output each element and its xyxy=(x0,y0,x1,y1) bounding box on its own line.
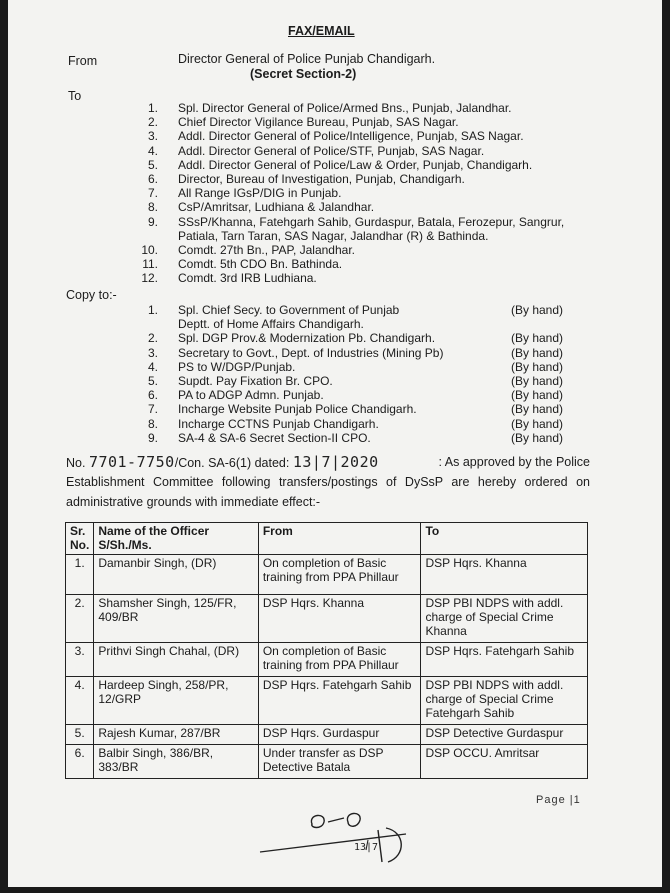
table-row xyxy=(66,725,588,745)
list-item: 2. Spl. DGP Prov.& Modernization Pb. Chandigarh. (By hand) xyxy=(147,331,564,346)
cell-from: DSP Hqrs. Gurdaspur xyxy=(258,725,421,745)
table-header-row xyxy=(66,523,588,555)
header-name: Name of the Officer S/Sh./Ms. xyxy=(94,523,259,555)
to-label: To xyxy=(68,89,82,103)
table-row xyxy=(66,643,588,677)
list-item: Deptt. of Home Affairs Chandigarh. xyxy=(178,317,364,332)
list-item: 8. CsP/Amritsar, Ludhiana & Jalandhar. xyxy=(147,200,375,215)
order-line-2: Establishment Committee following transfers/postings of DySsP are hereby ordered on xyxy=(66,475,590,489)
cell-to: DSP Hqrs. Khanna xyxy=(421,555,588,595)
handwritten-date: 13|7|2020 xyxy=(292,453,379,471)
cell-name: Damanbir Singh, (DR) xyxy=(94,555,259,595)
list-item: 1. Spl. Director General of Police/Armed Bns., Punjab, Jalandhar. xyxy=(147,101,512,115)
list-item: 7. Incharge Website Punjab Police Chandigarh. (By hand) xyxy=(147,402,564,417)
cell-name: Balbir Singh, 386/BR, 383/BR xyxy=(94,745,259,779)
signature-date: 13|7 xyxy=(354,842,379,853)
table-row xyxy=(66,677,588,725)
transfer-table xyxy=(65,522,588,779)
header-to: To xyxy=(421,523,588,555)
cell-sr: 4. xyxy=(66,677,94,725)
cell-from: DSP Hqrs. Khanna xyxy=(258,595,421,643)
table-row xyxy=(66,745,588,779)
cell-from: On completion of Basic training from PPA Phillaur xyxy=(258,555,421,595)
cell-sr: 2. xyxy=(66,595,94,643)
list-item: 10. Comdt. 27th Bn., PAP, Jalandhar. xyxy=(141,242,355,257)
fax-title: FAX/EMAIL xyxy=(288,24,355,38)
order-no-prefix: No. xyxy=(66,456,86,470)
list-item: 7. All Range IGsP/DIG in Punjab. xyxy=(147,186,342,201)
cell-sr: 5. xyxy=(66,725,94,745)
list-item: 11. Comdt. 5th CDO Bn. Bathinda. xyxy=(142,257,343,272)
table-row xyxy=(66,555,588,595)
cell-sr: 1. xyxy=(66,555,94,595)
list-item: 4. Addl. Director General of Police/STF, Punjab, SAS Nagar. xyxy=(147,143,485,158)
cell-sr: 3. xyxy=(66,643,94,677)
handwritten-signature xyxy=(256,800,416,870)
list-item: 8. Incharge CCTNS Punjab Chandigarh. (By hand) xyxy=(147,416,564,431)
from-label: From xyxy=(68,54,98,68)
cell-to: DSP OCCU. Amritsar xyxy=(421,745,588,779)
list-item: 9. SSsP/Khanna, Fatehgarh Sahib, Gurdaspur, Batala, Ferozepur, Sangrur, xyxy=(147,214,565,229)
cell-sr: 6. xyxy=(66,745,94,779)
cell-name: Rajesh Kumar, 287/BR xyxy=(94,725,259,745)
order-number-line xyxy=(66,452,590,472)
recipient-list xyxy=(8,101,662,285)
list-item: 1. Spl. Chief Secy. to Government of Punjab (By hand) xyxy=(147,303,564,317)
cell-from: On completion of Basic training from PPA Phillaur xyxy=(258,643,421,677)
document-page xyxy=(8,0,662,887)
copy-to-label: Copy to:- xyxy=(66,288,117,302)
header-from: From xyxy=(258,523,421,555)
list-item: 6. PA to ADGP Admn. Punjab. (By hand) xyxy=(147,388,564,403)
cell-from: Under transfer as DSP Detective Batala xyxy=(258,745,421,779)
section-label: (Secret Section-2) xyxy=(250,67,357,81)
table-row xyxy=(66,595,588,643)
order-paragraph xyxy=(66,452,590,512)
list-item: 12. Comdt. 3rd IRB Ludhiana. xyxy=(141,271,317,286)
copy-list xyxy=(8,303,662,445)
order-line1-tail: : As approved by the Police xyxy=(438,455,590,469)
handwritten-order-number: 7701-7750 xyxy=(88,453,175,471)
list-item: 2. Chief Director Vigilance Bureau, Punjab, SAS Nagar. xyxy=(147,115,459,130)
order-line-3: administrative grounds with immediate effect:- xyxy=(66,495,321,509)
cell-to: DSP PBI NDPS with addl. charge of Special Crime Khanna xyxy=(421,595,588,643)
list-item: 5. Addl. Director General of Police/Law & Order, Punjab, Chandigarh. xyxy=(147,157,533,172)
list-item: 3. Secretary to Govt., Dept. of Industries (Mining Pb) (By hand) xyxy=(147,345,564,360)
list-item: 3. Addl. Director General of Police/Intelligence, Punjab, SAS Nagar. xyxy=(147,129,524,144)
cell-to: DSP Hqrs. Fatehgarh Sahib xyxy=(421,643,588,677)
from-value: Director General of Police Punjab Chandigarh. xyxy=(178,52,436,66)
list-item: 5. Supdt. Pay Fixation Br. CPO. (By hand) xyxy=(147,373,564,388)
cell-from: DSP Hqrs. Fatehgarh Sahib xyxy=(258,677,421,725)
cell-name: Shamsher Singh, 125/FR, 409/BR xyxy=(94,595,259,643)
list-item: Patiala, Tarn Taran, SAS Nagar, Jalandhar (R) & Bathinda. xyxy=(178,228,489,243)
cell-name: Prithvi Singh Chahal, (DR) xyxy=(94,643,259,677)
list-item: 6. Director, Bureau of Investigation, Punjab, Chandigarh. xyxy=(147,171,465,186)
list-item: 9. SA-4 & SA-6 Secret Section-II CPO. (By hand) xyxy=(147,430,564,445)
cell-to: DSP PBI NDPS with addl. charge of Special Crime Fatehgarh Sahib xyxy=(421,677,588,725)
order-con-text: /Con. SA-6(1) dated: xyxy=(174,456,290,470)
cell-to: DSP Detective Gurdaspur xyxy=(421,725,588,745)
page-number: Page |1 xyxy=(536,794,581,806)
cell-name: Hardeep Singh, 258/PR, 12/GRP xyxy=(94,677,259,725)
list-item: 4. PS to W/DGP/Punjab. (By hand) xyxy=(147,359,564,374)
header-sr: Sr. No. xyxy=(66,523,94,555)
